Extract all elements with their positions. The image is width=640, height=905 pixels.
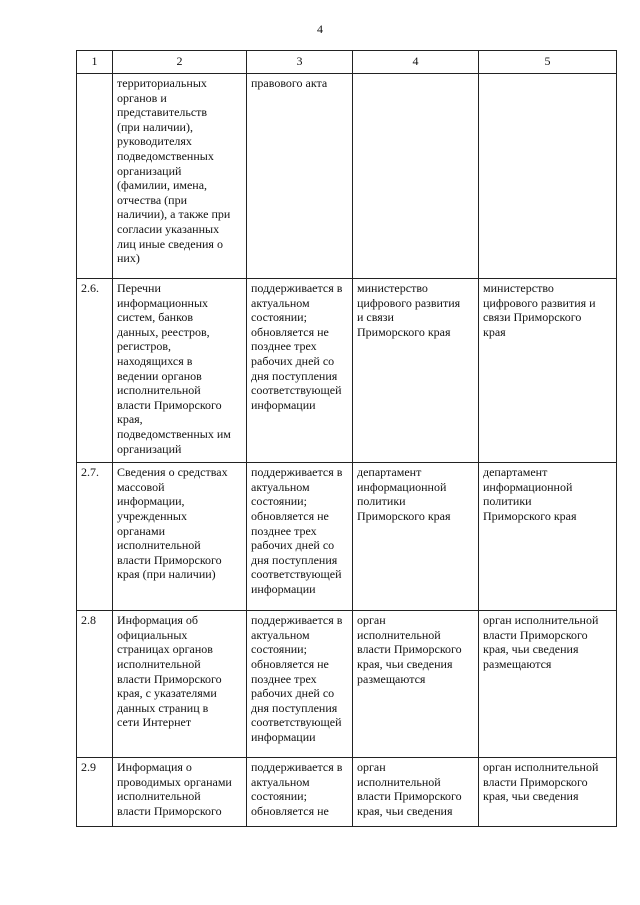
publishing-body: орган исполнительной власти Приморского края, чьи сведения размещаются [479,611,617,758]
table-row [77,463,617,611]
update-period: поддерживается в актуальном состоянии; обновляется не позднее трех рабочих дней со дня поступления соответствующей информации [247,463,353,611]
row-number [77,74,113,279]
responsible-body: министерство цифрового развития и связи Приморского края [353,279,479,463]
item-description: Перечни информационных систем, банков данных, реестров, регистров, находящихся в ведении органов исполнительной власти Приморского края, подведомственных им организаций [113,279,247,463]
update-period: правового акта [247,74,353,279]
table-row [77,279,617,463]
document-table [76,50,617,827]
responsible-body: департамент информационной политики Приморского края [353,463,479,611]
header-cell: 1 [77,51,113,74]
row-number: 2.8 [77,611,113,758]
responsible-body: орган исполнительной власти Приморского края, чьи сведения размещаются [353,611,479,758]
table-row [77,758,617,827]
item-description: Сведения о средствах массовой информации, учрежденных органами исполнительной власти Приморского края (при наличии) [113,463,247,611]
header-cell: 2 [113,51,247,74]
update-period: поддерживается в актуальном состоянии; обновляется не [247,758,353,827]
publishing-body: департамент информационной политики Приморского края [479,463,617,611]
item-description: Информация об официальных страницах органов исполнительной власти Приморского края, с указателями данных страниц в сети Интернет [113,611,247,758]
row-number: 2.9 [77,758,113,827]
row-number: 2.6. [77,279,113,463]
page-number: 4 [317,22,323,36]
header-cell: 3 [247,51,353,74]
table-row [77,611,617,758]
header-cell: 4 [353,51,479,74]
update-period: поддерживается в актуальном состоянии; обновляется не позднее трех рабочих дней со дня поступления соответствующей информации [247,611,353,758]
item-description: Информация о проводимых органами исполнительной власти Приморского [113,758,247,827]
publishing-body: министерство цифрового развития и связи Приморского края [479,279,617,463]
item-description: территориальных органов и представительств (при наличии), руководителях подведомственных организаций (фамилии, имена, отчества (при наличии), а также при согласии указанных лиц иные сведения о них) [113,74,247,279]
header-cell: 5 [479,51,617,74]
publishing-body: орган исполнительной власти Приморского края, чьи сведения [479,758,617,827]
table-row [77,74,617,279]
update-period: поддерживается в актуальном состоянии; обновляется не позднее трех рабочих дней со дня поступления соответствующей информации [247,279,353,463]
row-number: 2.7. [77,463,113,611]
responsible-body: орган исполнительной власти Приморского края, чьи сведения [353,758,479,827]
responsible-body [353,74,479,279]
publishing-body [479,74,617,279]
table-header-row [77,51,617,74]
